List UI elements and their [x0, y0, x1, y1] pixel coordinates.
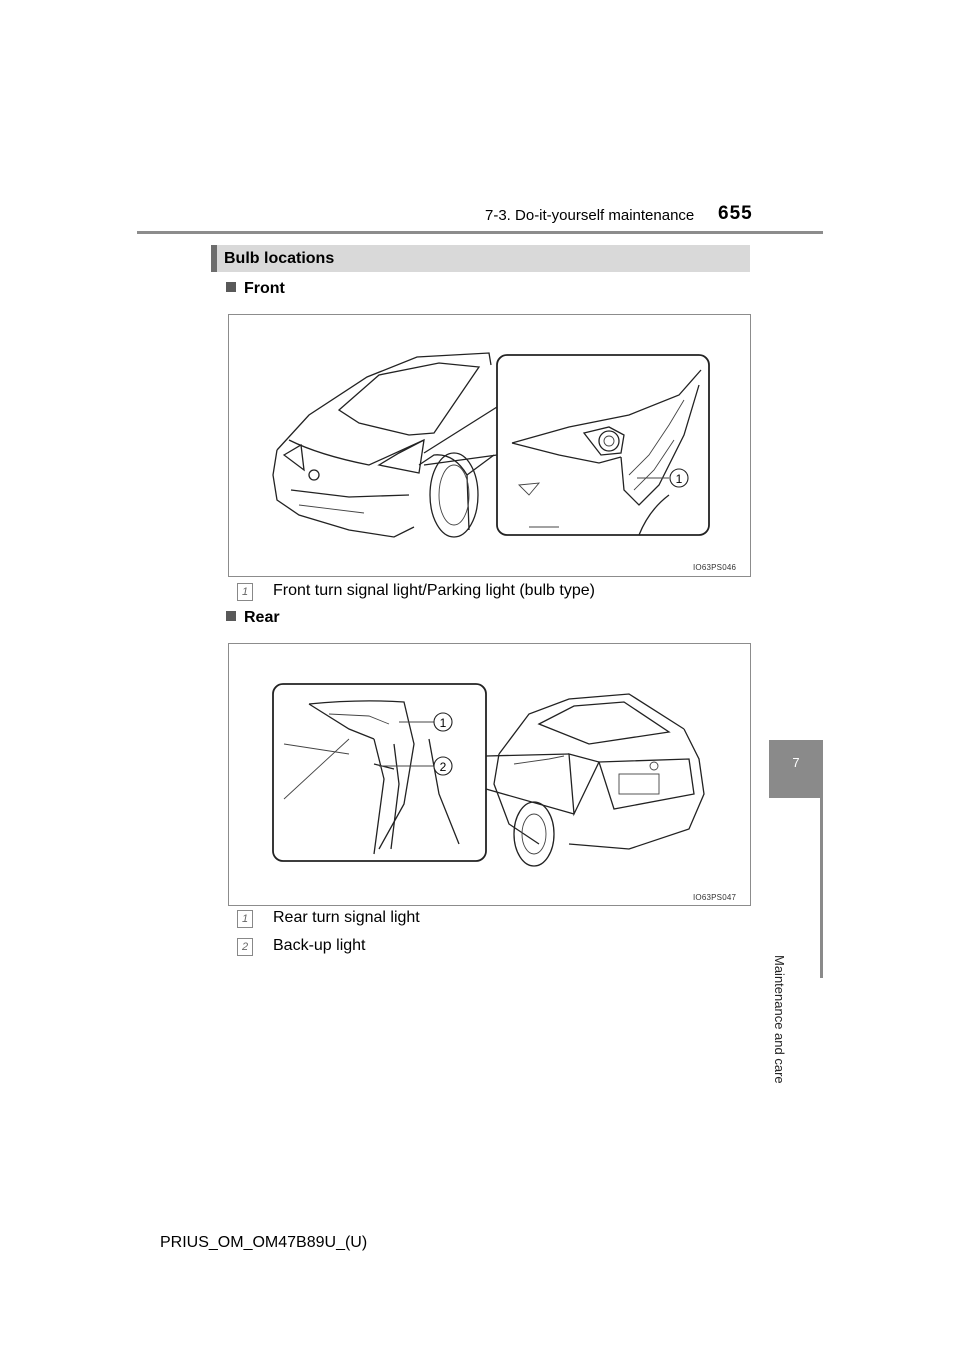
chapter-tab-strip — [820, 798, 823, 978]
rear-bulb-figure — [228, 643, 751, 906]
running-header-section: 7-3. Do-it-yourself maintenance — [485, 207, 695, 224]
square-bullet-icon — [226, 282, 236, 292]
front-subheading-label: Front — [244, 280, 285, 297]
legend-text: Back-up light — [273, 937, 366, 954]
footer-document-id: PRIUS_OM_OM47B89U_(U) — [160, 1234, 368, 1251]
front-callout-1: 1 — [675, 472, 683, 486]
front-bulb-figure — [228, 314, 751, 577]
legend-number-badge: 1 — [237, 583, 253, 601]
front-car-illustration — [229, 315, 750, 576]
chapter-tab-number: 7 — [792, 755, 800, 770]
rear-car-illustration — [229, 644, 750, 905]
square-bullet-icon — [226, 611, 236, 621]
rear-subheading-label: Rear — [244, 609, 280, 626]
section-heading-accent — [211, 245, 217, 272]
legend-text: Front turn signal light/Parking light (bulb type) — [273, 582, 595, 599]
header-rule — [137, 231, 823, 234]
page-number: 655 — [718, 203, 753, 224]
section-title: Bulb locations — [224, 250, 335, 267]
legend-number-badge: 2 — [237, 938, 253, 956]
legend-number-badge: 1 — [237, 910, 253, 928]
front-figure-code: IO63PS046 — [693, 563, 737, 572]
front-subheading — [226, 280, 285, 298]
rear-callout-2: 2 — [439, 760, 447, 774]
legend-text: Rear turn signal light — [273, 909, 420, 926]
chapter-tab-label: Maintenance and care — [772, 955, 787, 1084]
rear-callout-1: 1 — [439, 716, 447, 730]
rear-figure-code: IO63PS047 — [693, 893, 737, 902]
rear-subheading — [226, 609, 280, 627]
